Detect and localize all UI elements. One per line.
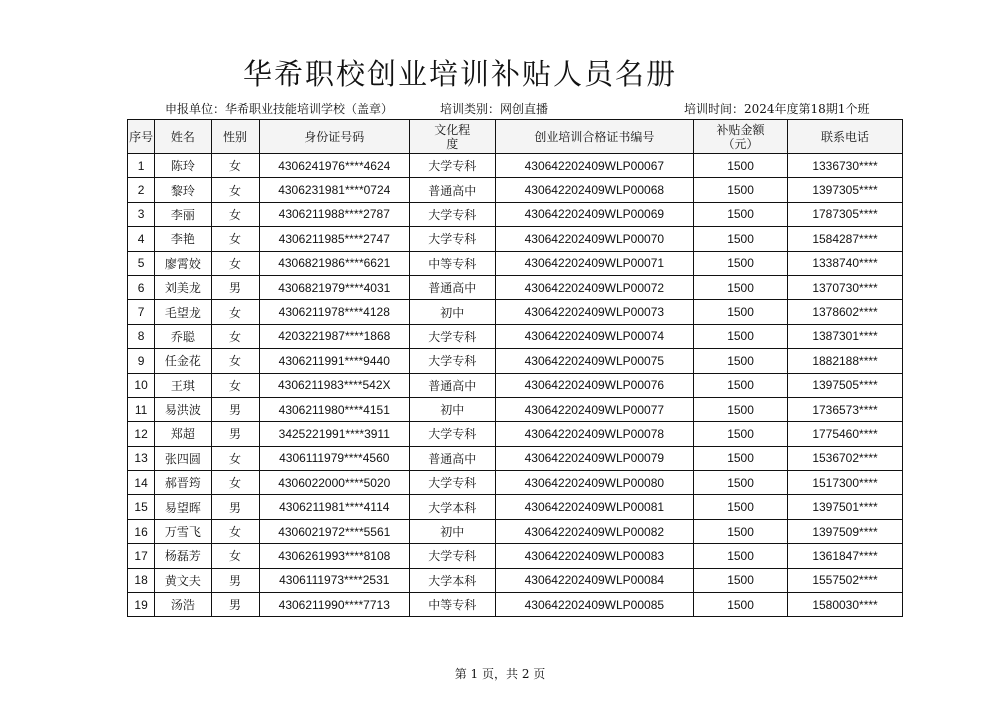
cell-amount: 1500 xyxy=(694,324,788,348)
cell-seq: 7 xyxy=(128,300,155,324)
cell-name: 李艳 xyxy=(155,227,211,251)
subsidy-roster-table xyxy=(127,119,903,617)
cell-certificate: 430642202409WLP00080 xyxy=(495,471,693,495)
header-seq: 序号 xyxy=(128,120,155,154)
cell-gender: 女 xyxy=(211,178,259,202)
cell-education: 中等专科 xyxy=(409,593,495,617)
cell-seq: 17 xyxy=(128,544,155,568)
table-row xyxy=(128,519,903,543)
cell-phone: 1387301**** xyxy=(788,324,903,348)
cell-name: 陈玲 xyxy=(155,154,211,178)
cell-id-number: 4306211983****542X xyxy=(259,373,409,397)
cell-id-number: 4306211990****7713 xyxy=(259,593,409,617)
cell-gender: 女 xyxy=(211,373,259,397)
cell-seq: 8 xyxy=(128,324,155,348)
cell-seq: 6 xyxy=(128,275,155,299)
cell-gender: 女 xyxy=(211,202,259,226)
cell-name: 廖霄姣 xyxy=(155,251,211,275)
cell-certificate: 430642202409WLP00071 xyxy=(495,251,693,275)
cell-phone: 1787305**** xyxy=(788,202,903,226)
cell-gender: 女 xyxy=(211,349,259,373)
header-certificate: 创业培训合格证书编号 xyxy=(495,120,693,154)
cell-certificate: 430642202409WLP00079 xyxy=(495,446,693,470)
cell-gender: 女 xyxy=(211,324,259,348)
table-body xyxy=(128,154,903,617)
cell-certificate: 430642202409WLP00075 xyxy=(495,349,693,373)
cell-name: 乔聪 xyxy=(155,324,211,348)
table-row xyxy=(128,568,903,592)
cell-name: 郝晋筠 xyxy=(155,471,211,495)
cell-certificate: 430642202409WLP00082 xyxy=(495,519,693,543)
cell-certificate: 430642202409WLP00069 xyxy=(495,202,693,226)
cell-seq: 1 xyxy=(128,154,155,178)
cell-amount: 1500 xyxy=(694,227,788,251)
cell-amount: 1500 xyxy=(694,251,788,275)
table-row xyxy=(128,324,903,348)
table-row xyxy=(128,178,903,202)
cell-education: 大学专科 xyxy=(409,202,495,226)
table-row xyxy=(128,227,903,251)
cell-name: 任金花 xyxy=(155,349,211,373)
cell-id-number: 4306022000****5020 xyxy=(259,471,409,495)
document-title: 华希职校创业培训补贴人员名册 xyxy=(242,57,677,91)
cell-id-number: 4306821979****4031 xyxy=(259,275,409,299)
cell-name: 刘美龙 xyxy=(155,275,211,299)
header-amount: 补贴金额（元） xyxy=(694,120,788,154)
cell-phone: 1557502**** xyxy=(788,568,903,592)
cell-seq: 18 xyxy=(128,568,155,592)
cell-name: 杨磊芳 xyxy=(155,544,211,568)
header-education: 文化程度 xyxy=(409,120,495,154)
table-row xyxy=(128,593,903,617)
cell-id-number: 4306231981****0724 xyxy=(259,178,409,202)
cell-seq: 14 xyxy=(128,471,155,495)
cell-name: 毛望龙 xyxy=(155,300,211,324)
cell-education: 初中 xyxy=(409,397,495,421)
page-footer: 第 1 页，共 2 页 xyxy=(454,667,546,681)
cell-phone: 1397509**** xyxy=(788,519,903,543)
cell-phone: 1338740**** xyxy=(788,251,903,275)
cell-certificate: 430642202409WLP00077 xyxy=(495,397,693,421)
cell-seq: 2 xyxy=(128,178,155,202)
cell-certificate: 430642202409WLP00081 xyxy=(495,495,693,519)
cell-id-number: 4306111973****2531 xyxy=(259,568,409,592)
cell-gender: 女 xyxy=(211,519,259,543)
cell-phone: 1361847**** xyxy=(788,544,903,568)
cell-certificate: 430642202409WLP00070 xyxy=(495,227,693,251)
cell-gender: 男 xyxy=(211,495,259,519)
cell-education: 大学专科 xyxy=(409,349,495,373)
cell-certificate: 430642202409WLP00078 xyxy=(495,422,693,446)
cell-education: 普通高中 xyxy=(409,178,495,202)
cell-seq: 16 xyxy=(128,519,155,543)
cell-phone: 1370730**** xyxy=(788,275,903,299)
cell-id-number: 4306211978****4128 xyxy=(259,300,409,324)
cell-amount: 1500 xyxy=(694,495,788,519)
cell-name: 易望晖 xyxy=(155,495,211,519)
cell-name: 黄文夫 xyxy=(155,568,211,592)
header-name: 姓名 xyxy=(155,120,211,154)
cell-certificate: 430642202409WLP00073 xyxy=(495,300,693,324)
cell-education: 大学专科 xyxy=(409,324,495,348)
cell-gender: 女 xyxy=(211,446,259,470)
cell-phone: 1397501**** xyxy=(788,495,903,519)
header-id-number: 身份证号码 xyxy=(259,120,409,154)
cell-certificate: 430642202409WLP00072 xyxy=(495,275,693,299)
cell-id-number: 4306261993****8108 xyxy=(259,544,409,568)
table-row xyxy=(128,373,903,397)
cell-name: 易洪波 xyxy=(155,397,211,421)
cell-phone: 1775460**** xyxy=(788,422,903,446)
table-row xyxy=(128,495,903,519)
cell-education: 普通高中 xyxy=(409,275,495,299)
cell-gender: 女 xyxy=(211,300,259,324)
cell-seq: 5 xyxy=(128,251,155,275)
cell-amount: 1500 xyxy=(694,202,788,226)
cell-seq: 10 xyxy=(128,373,155,397)
cell-amount: 1500 xyxy=(694,154,788,178)
header-gender: 性别 xyxy=(211,120,259,154)
table-row xyxy=(128,349,903,373)
cell-amount: 1500 xyxy=(694,178,788,202)
table-row xyxy=(128,446,903,470)
cell-name: 王琪 xyxy=(155,373,211,397)
cell-amount: 1500 xyxy=(694,349,788,373)
cell-amount: 1500 xyxy=(694,300,788,324)
cell-amount: 1500 xyxy=(694,373,788,397)
cell-education: 大学本科 xyxy=(409,495,495,519)
cell-education: 大学专科 xyxy=(409,471,495,495)
cell-phone: 1336730**** xyxy=(788,154,903,178)
table-row xyxy=(128,202,903,226)
cell-phone: 1397305**** xyxy=(788,178,903,202)
cell-education: 普通高中 xyxy=(409,446,495,470)
table-row xyxy=(128,544,903,568)
cell-phone: 1584287**** xyxy=(788,227,903,251)
cell-id-number: 4306821986****6621 xyxy=(259,251,409,275)
reporting-unit: 申报单位：华希职业技能培训学校（盖章） xyxy=(165,102,394,116)
cell-seq: 4 xyxy=(128,227,155,251)
cell-certificate: 430642202409WLP00074 xyxy=(495,324,693,348)
cell-certificate: 430642202409WLP00076 xyxy=(495,373,693,397)
cell-amount: 1500 xyxy=(694,544,788,568)
table-row xyxy=(128,154,903,178)
cell-id-number: 4306021972****5561 xyxy=(259,519,409,543)
cell-id-number: 4306111979****4560 xyxy=(259,446,409,470)
cell-education: 大学本科 xyxy=(409,568,495,592)
cell-amount: 1500 xyxy=(694,446,788,470)
cell-seq: 11 xyxy=(128,397,155,421)
cell-education: 普通高中 xyxy=(409,373,495,397)
cell-name: 汤浩 xyxy=(155,593,211,617)
cell-gender: 女 xyxy=(211,154,259,178)
cell-amount: 1500 xyxy=(694,275,788,299)
table-header-row xyxy=(128,120,903,154)
cell-gender: 女 xyxy=(211,544,259,568)
cell-education: 初中 xyxy=(409,519,495,543)
cell-gender: 女 xyxy=(211,227,259,251)
cell-certificate: 430642202409WLP00068 xyxy=(495,178,693,202)
cell-gender: 女 xyxy=(211,471,259,495)
header-phone: 联系电话 xyxy=(788,120,903,154)
cell-certificate: 430642202409WLP00067 xyxy=(495,154,693,178)
table-row xyxy=(128,275,903,299)
cell-seq: 15 xyxy=(128,495,155,519)
cell-seq: 13 xyxy=(128,446,155,470)
cell-id-number: 4306211981****4114 xyxy=(259,495,409,519)
cell-education: 初中 xyxy=(409,300,495,324)
cell-id-number: 4306211988****2787 xyxy=(259,202,409,226)
cell-certificate: 430642202409WLP00083 xyxy=(495,544,693,568)
cell-phone: 1736573**** xyxy=(788,397,903,421)
cell-seq: 19 xyxy=(128,593,155,617)
cell-education: 大学专科 xyxy=(409,422,495,446)
cell-name: 李丽 xyxy=(155,202,211,226)
cell-amount: 1500 xyxy=(694,519,788,543)
training-period: 培训时间：2024年度第18期1个班 xyxy=(684,102,870,116)
cell-education: 大学专科 xyxy=(409,154,495,178)
cell-seq: 12 xyxy=(128,422,155,446)
cell-id-number: 4306241976****4624 xyxy=(259,154,409,178)
cell-certificate: 430642202409WLP00084 xyxy=(495,568,693,592)
cell-phone: 1580030**** xyxy=(788,593,903,617)
cell-phone: 1517300**** xyxy=(788,471,903,495)
cell-name: 黎玲 xyxy=(155,178,211,202)
table-row xyxy=(128,251,903,275)
cell-id-number: 4306211991****9440 xyxy=(259,349,409,373)
cell-seq: 3 xyxy=(128,202,155,226)
cell-phone: 1397505**** xyxy=(788,373,903,397)
training-category: 培训类别：网创直播 xyxy=(440,102,549,116)
cell-id-number: 4203221987****1868 xyxy=(259,324,409,348)
cell-phone: 1378602**** xyxy=(788,300,903,324)
cell-name: 万雪飞 xyxy=(155,519,211,543)
cell-education: 中等专科 xyxy=(409,251,495,275)
cell-seq: 9 xyxy=(128,349,155,373)
cell-phone: 1882188**** xyxy=(788,349,903,373)
cell-amount: 1500 xyxy=(694,593,788,617)
cell-certificate: 430642202409WLP00085 xyxy=(495,593,693,617)
cell-id-number: 4306211980****4151 xyxy=(259,397,409,421)
cell-amount: 1500 xyxy=(694,568,788,592)
cell-gender: 男 xyxy=(211,568,259,592)
cell-name: 张四圆 xyxy=(155,446,211,470)
cell-education: 大学专科 xyxy=(409,544,495,568)
cell-gender: 男 xyxy=(211,593,259,617)
cell-education: 大学专科 xyxy=(409,227,495,251)
table-row xyxy=(128,422,903,446)
cell-gender: 男 xyxy=(211,275,259,299)
cell-amount: 1500 xyxy=(694,397,788,421)
cell-gender: 男 xyxy=(211,422,259,446)
cell-id-number: 4306211985****2747 xyxy=(259,227,409,251)
table-row xyxy=(128,397,903,421)
cell-gender: 男 xyxy=(211,397,259,421)
cell-gender: 女 xyxy=(211,251,259,275)
cell-amount: 1500 xyxy=(694,422,788,446)
cell-id-number: 3425221991****3911 xyxy=(259,422,409,446)
cell-amount: 1500 xyxy=(694,471,788,495)
table-row xyxy=(128,300,903,324)
cell-phone: 1536702**** xyxy=(788,446,903,470)
table-row xyxy=(128,471,903,495)
cell-name: 郑超 xyxy=(155,422,211,446)
